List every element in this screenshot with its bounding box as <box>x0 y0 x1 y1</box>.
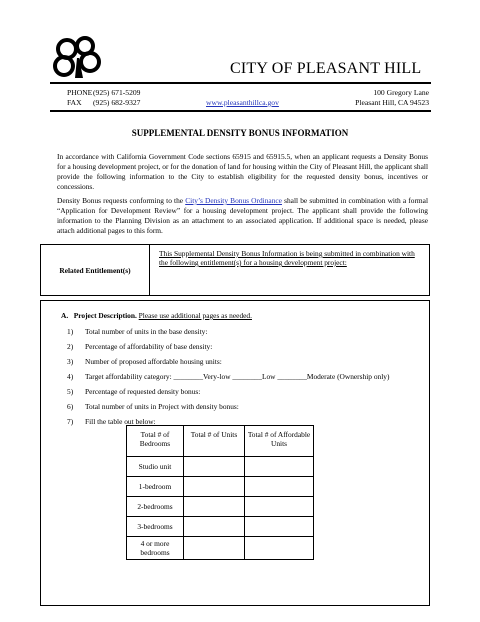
page-title: SUPPLEMENTAL DENSITY BONUS INFORMATION <box>131 128 349 138</box>
affordable-units-cell[interactable] <box>245 537 314 560</box>
row-label: 2-bedrooms <box>127 497 184 517</box>
city-name: CITY OF PLEASANT HILL <box>230 60 422 77</box>
item-text: Total number of units in Project with density bonus: <box>85 402 239 411</box>
fax-value: (925) 682-9327 <box>93 98 141 107</box>
item-number: 3) <box>67 357 74 366</box>
table-header-row <box>127 426 314 457</box>
project-description-section <box>40 300 430 606</box>
item-text: Percentage of affordability of base density: <box>85 342 213 351</box>
website-link[interactable]: www.pleasanthillca.gov <box>206 98 279 107</box>
units-cell[interactable] <box>184 517 245 537</box>
item-text: Percentage of requested density bonus: <box>85 387 201 396</box>
contact-header <box>50 82 431 112</box>
units-cell[interactable] <box>184 457 245 477</box>
ordinance-paragraph-start: Density Bonus requests conforming to the <box>57 196 186 205</box>
phone-label: PHONE <box>67 88 93 97</box>
related-entitlement-field[interactable]: This Supplemental Density Bonus Information is being submitted in combination with the following entitlement(s) for a housing development project: <box>159 249 415 267</box>
item-number: 4) <box>67 372 74 381</box>
row-label: Studio unit <box>127 457 184 477</box>
fax-label: FAX <box>67 98 82 107</box>
units-cell[interactable] <box>184 497 245 517</box>
section-a-note: Please use additional pages as needed. <box>138 311 252 320</box>
item-number: 2) <box>67 342 74 351</box>
related-entitlement-box <box>40 244 430 296</box>
item-number: 7) <box>67 417 74 426</box>
ordinance-paragraph <box>57 196 428 236</box>
row-label: 3-bedrooms <box>127 517 184 537</box>
section-a-title: Project Description. <box>73 311 137 320</box>
address-line1: 100 Gregory Lane <box>373 88 429 97</box>
item-number: 6) <box>67 402 74 411</box>
affordable-units-cell[interactable] <box>245 497 314 517</box>
affordable-units-cell[interactable] <box>245 477 314 497</box>
table-row <box>127 477 314 497</box>
row-label: 4 or more bedrooms <box>127 537 184 560</box>
affordable-units-cell[interactable] <box>245 517 314 537</box>
item-number: 1) <box>67 327 74 336</box>
section-a-heading <box>61 311 252 320</box>
affordable-units-column-header: Total # of Affordable Units <box>245 426 314 457</box>
item-number: 5) <box>67 387 74 396</box>
table-row <box>127 537 314 560</box>
units-cell[interactable] <box>184 537 245 560</box>
table-row <box>127 497 314 517</box>
units-cell[interactable] <box>184 477 245 497</box>
table-row <box>127 517 314 537</box>
units-column-header: Total # of Units <box>184 426 245 457</box>
table-row <box>127 457 314 477</box>
row-label: 1-bedroom <box>127 477 184 497</box>
bedrooms-column-header: Total # of Bedrooms <box>127 426 184 457</box>
item-text: Target affordability category: ________Very-low ________Low ________Moderate (Ownership only) <box>85 372 390 381</box>
city-logo-tree-icon <box>50 36 104 80</box>
unit-table <box>126 425 314 560</box>
phone-value: (925) 671-5209 <box>93 88 141 97</box>
section-a-letter: A. <box>61 311 69 320</box>
intro-paragraph: In accordance with California Government Code sections 65915 and 65915.5, when an applicant requests a Density Bonus for a housing development project, or for the donation of land for housing within the City of Pleasant Hill, the applicant shall provide the following information to the City to establish eligibility for the requested density bonus, incentives or concessions. <box>57 152 428 191</box>
address-line2: Pleasant Hill, CA 94523 <box>355 98 429 107</box>
affordable-units-cell[interactable] <box>245 457 314 477</box>
related-entitlement-label: Related Entitlement(s) <box>41 245 150 295</box>
item-text: Total number of units in the base density: <box>85 327 208 336</box>
density-bonus-ordinance-link[interactable]: City’s Density Bonus Ordinance <box>185 196 282 205</box>
ordinance-paragraph-end: shall be submitted in combination with a formal “Application for Development Review” for a housing development project. The applicant shall provide the following information to the Planning Division as an attachment to an associated application. If additional space is needed, please attach additional pages to this form. <box>57 196 428 235</box>
item-text: Fill the table out below: <box>85 417 156 426</box>
item-text: Number of proposed affordable housing units: <box>85 357 222 366</box>
